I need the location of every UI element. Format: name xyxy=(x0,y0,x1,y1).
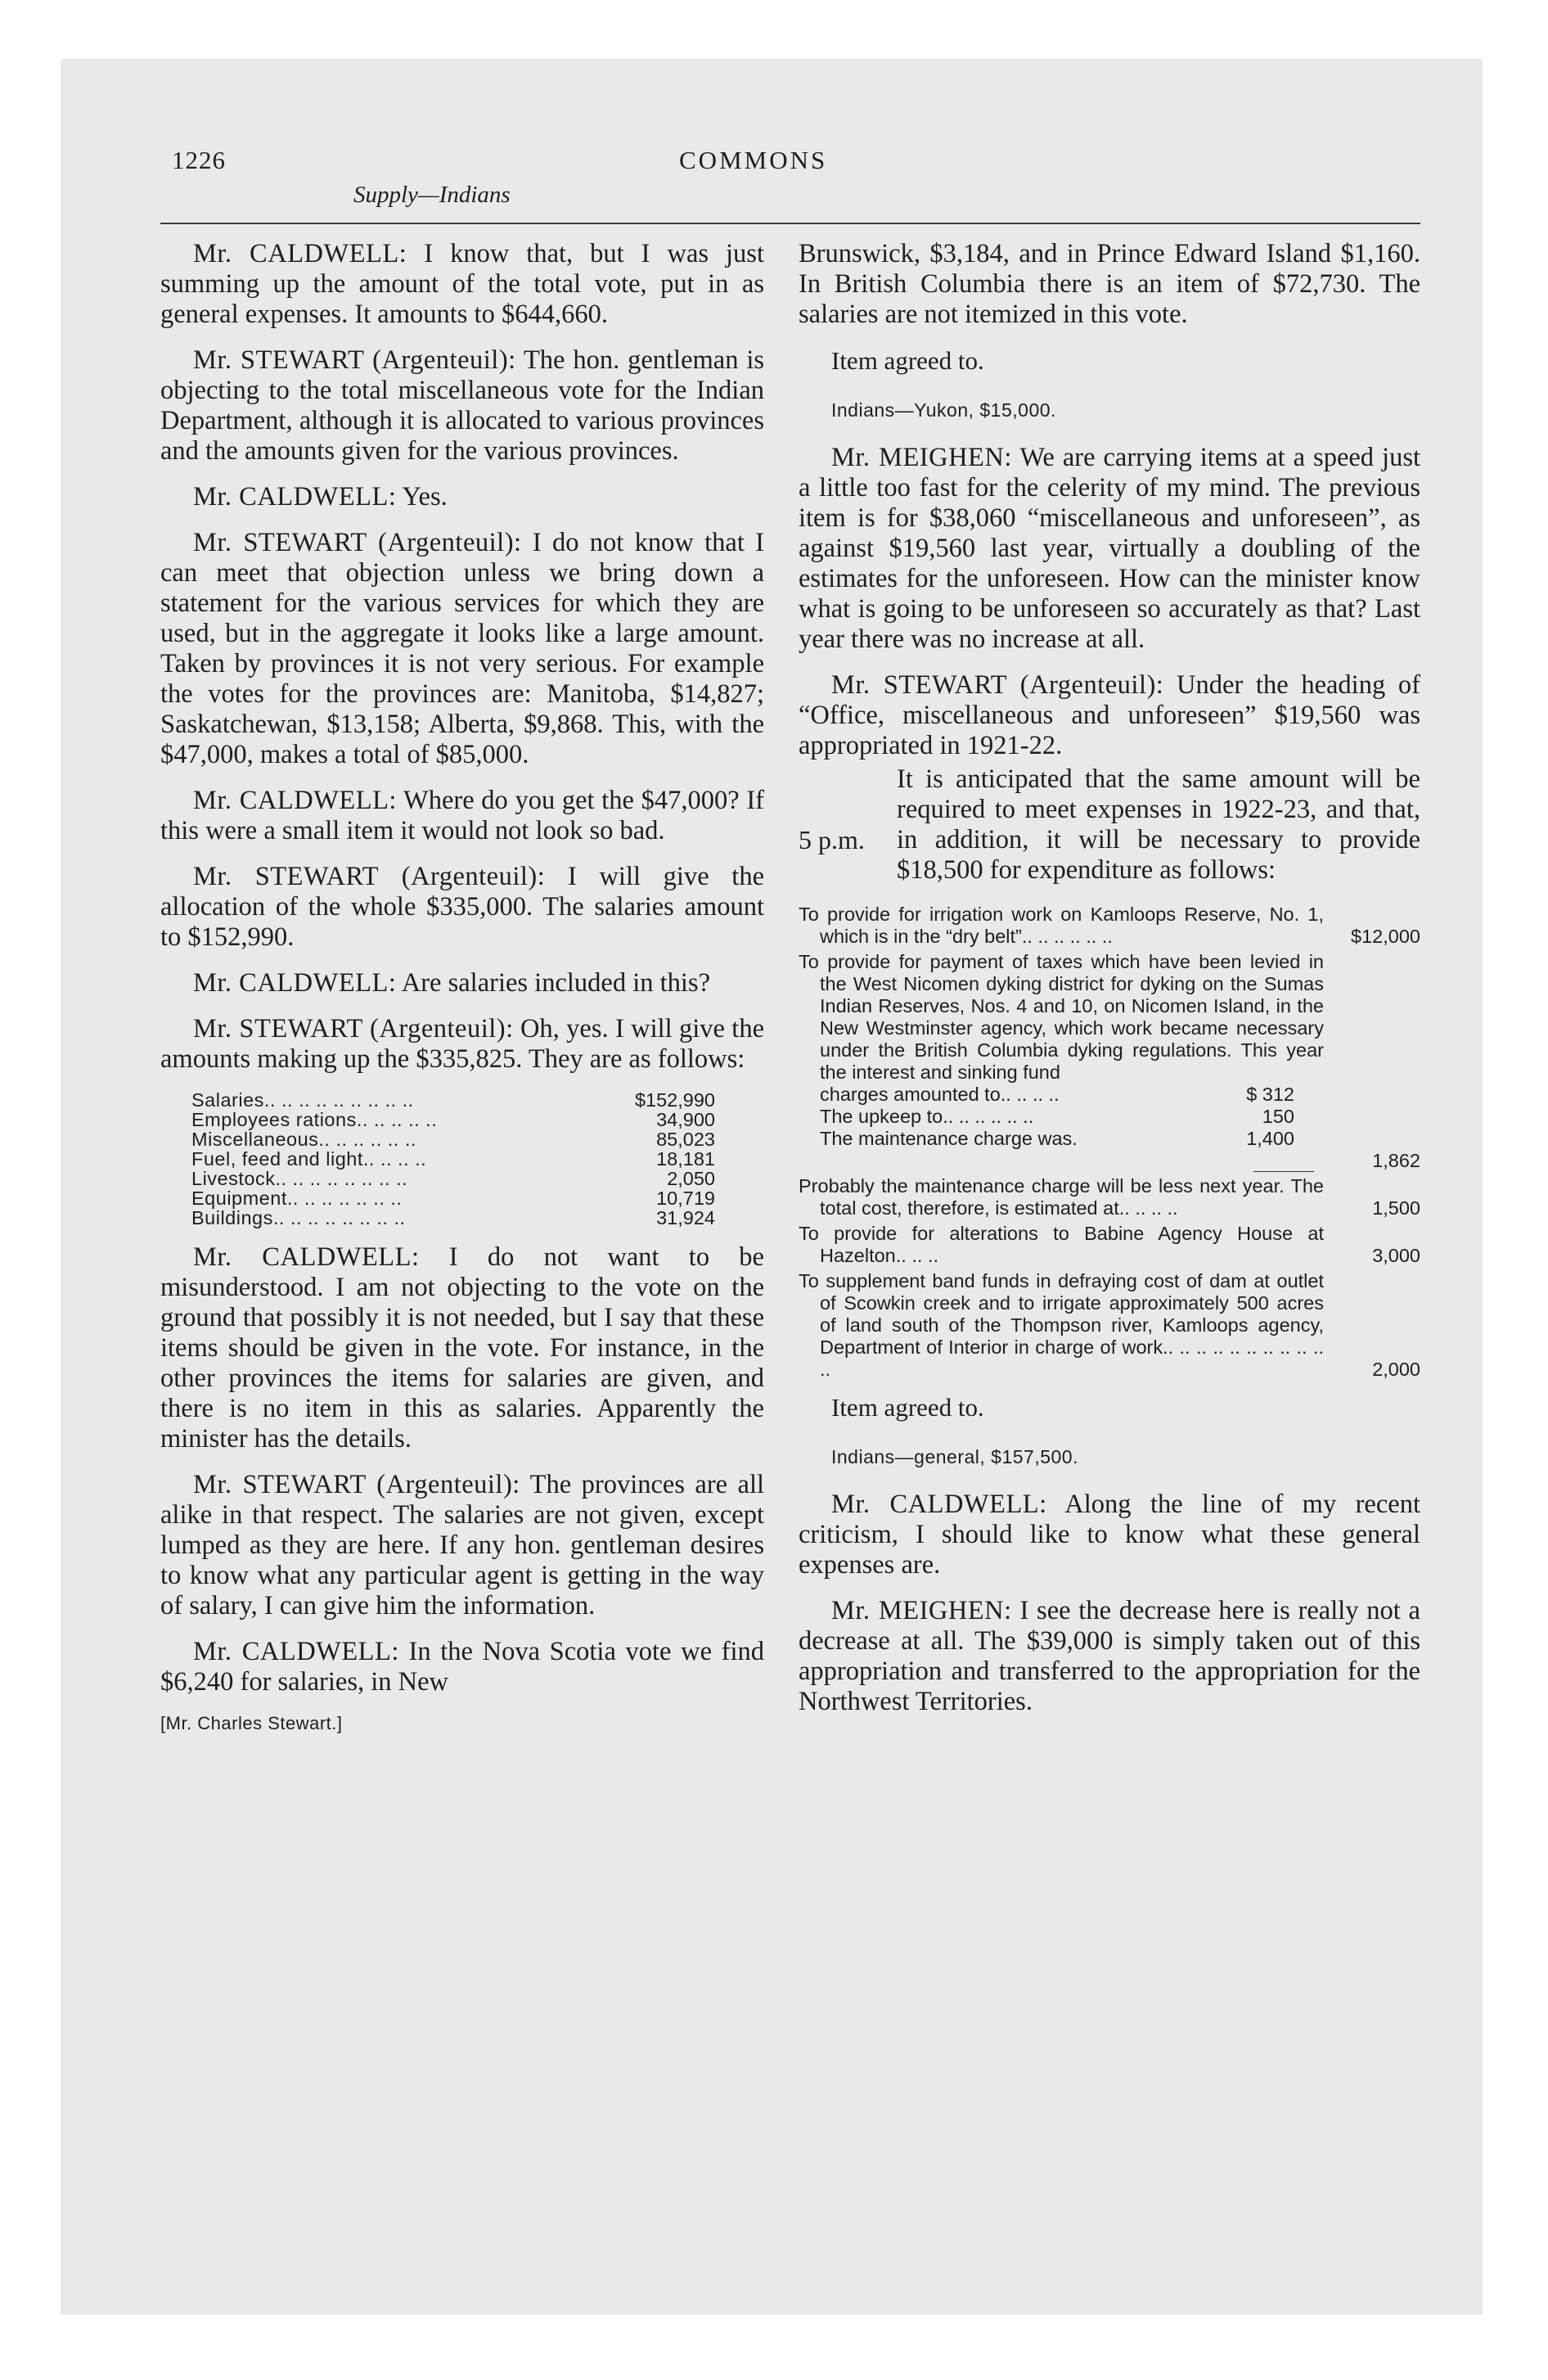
sub-charge-label: The maintenance charge was. xyxy=(820,1128,1078,1149)
sub-charge-amount: 1,400 xyxy=(1246,1128,1294,1149)
table-label: Equipment.. .. .. .. .. .. .. xyxy=(191,1188,403,1209)
speech-text: The provinces are all alike in that respect. The salaries are not given, except lumped as they are here. If any hon. gentleman desires to know what any particular agent is getting in the way of salary, I can give him the information. xyxy=(160,1470,764,1620)
speech-text: Yes. xyxy=(396,482,448,512)
speech-text: Oh, yes. I will give the amounts making up the $335,825. They are as follows: xyxy=(160,1014,764,1074)
table-label: Miscellaneous.. .. .. .. .. .. xyxy=(191,1129,416,1150)
speaker-name: Mr. CALDWELL: xyxy=(193,786,397,815)
sub-charge-label: charges amounted to.. .. .. .. xyxy=(820,1084,1060,1105)
speech-text: Under the heading of “Office, miscellaneous and unforeseen” $19,560 was appropriated in 1921-22. xyxy=(799,670,1420,760)
sub-charge-label: The upkeep to.. .. .. .. .. .. xyxy=(820,1106,1034,1127)
speaker-name: Mr. MEIGHEN: xyxy=(831,443,1012,472)
speech-text: I know that, but I was just summing up the amount of the total vote, put in as general expenses. It amounts to $644,660. xyxy=(160,239,764,329)
sub-charge-amount: 150 xyxy=(1262,1106,1294,1127)
table-amount: 10,719 xyxy=(656,1188,715,1209)
table-label: Salaries.. .. .. .. .. .. .. .. .. xyxy=(191,1089,414,1111)
speaker-name: Mr. CALDWELL: xyxy=(193,968,397,998)
speaker-name: Mr. STEWART (Argenteuil): xyxy=(193,345,516,375)
paragraph xyxy=(799,1490,1420,1580)
page-number: 1226 xyxy=(172,146,226,174)
paragraph xyxy=(799,443,1420,655)
paragraph xyxy=(160,345,764,467)
estimate-item xyxy=(799,1175,1420,1219)
speech-text: I see the decrease here is really not a decrease at all. The $39,000 is simply taken out of this appropriation and transferred to the appropriation for the Northwest Territories. xyxy=(799,1596,1420,1716)
paragraph xyxy=(160,1637,764,1697)
sub-charge xyxy=(820,1084,1294,1106)
paragraph xyxy=(160,1014,764,1075)
table-row xyxy=(191,1208,715,1228)
estimate-item xyxy=(799,904,1420,948)
paragraph xyxy=(160,1242,764,1454)
estimate-item xyxy=(799,1270,1420,1381)
paragraph: Brunswick, $3,184, and in Prince Edward Island $1,160. In British Columbia there is an item of $72,730. The salaries are not itemized in this vote. xyxy=(799,239,1420,329)
table-row xyxy=(191,1090,715,1110)
right-column xyxy=(799,239,1420,1733)
header-rule xyxy=(160,223,1420,224)
estimate-text: Probably the maintenance charge will be less next year. The total cost, therefore, is estimated at.. .. .. .. xyxy=(799,1175,1324,1219)
paragraph xyxy=(799,1596,1420,1717)
table-amount: $152,990 xyxy=(634,1089,715,1111)
section-subtitle: Supply—Indians xyxy=(353,182,511,208)
speaker-name: Mr. STEWART (Argenteuil): xyxy=(193,1470,520,1499)
paragraph xyxy=(160,968,764,998)
estimate-text: To provide for irrigation work on Kamloops Reserve, No. 1, which is in the “dry belt”.. .. .. .. .. .. xyxy=(799,904,1324,947)
paragraph xyxy=(160,1470,764,1621)
estimate-amount: 1,862 xyxy=(1372,1150,1420,1171)
estimates-list xyxy=(799,904,1420,1381)
estimate-amount: 3,000 xyxy=(1372,1245,1420,1266)
speech-text: In the Nova Scotia vote we find $6,240 for salaries, in New xyxy=(160,1637,764,1697)
subtotal-rule-wrap xyxy=(799,1171,1324,1172)
speaker-name: Mr. CALDWELL: xyxy=(193,482,397,512)
table-label: Livestock.. .. .. .. .. .. .. .. xyxy=(191,1168,408,1189)
left-column xyxy=(160,239,764,1734)
allocation-table xyxy=(191,1090,715,1228)
table-row xyxy=(191,1110,715,1129)
speech-text: I will give the allocation of the whole $335,000. The salaries amount to $152,990. xyxy=(160,862,764,952)
table-amount: 18,181 xyxy=(656,1148,715,1170)
table-amount: 31,924 xyxy=(656,1207,715,1228)
estimate-amount: $12,000 xyxy=(1351,926,1420,947)
table-row xyxy=(191,1149,715,1169)
table-row xyxy=(191,1169,715,1188)
speech-text: The hon. gentleman is objecting to the total miscellaneous vote for the Indian Department, although it is allocated to various provinces and the amounts given for the various provinces. xyxy=(160,345,764,466)
estimate-amount: 2,000 xyxy=(1372,1359,1420,1380)
table-label: Buildings.. .. .. .. .. .. .. .. xyxy=(191,1207,406,1228)
table-row xyxy=(191,1188,715,1208)
paragraph xyxy=(160,862,764,953)
paragraph xyxy=(160,239,764,330)
speech-text: Where do you get the $47,000? If this were a small item it would not look so bad. xyxy=(160,786,764,845)
speech-text: I do not know that I can meet that objection unless we bring down a statement for the various services for which they are used, but in the aggregate it looks like a large amount. Taken by provinces it is not very serious. For example the votes for the provinces are: Manitoba, $14,827; Saskatchewan, $13,158; Alberta, $9,868. This, with the $47,000, makes a total of $85,000. xyxy=(160,528,764,769)
estimate-amount: 1,500 xyxy=(1372,1197,1420,1219)
vote-heading: Indians—general, $157,500. xyxy=(831,1446,1078,1467)
estimate-item xyxy=(799,951,1420,1084)
estimate-subtotal xyxy=(799,1150,1420,1172)
table-amount: 2,050 xyxy=(667,1168,715,1189)
estimate-text: To provide for alterations to Babine Agency House at Hazelton.. .. .. xyxy=(799,1223,1324,1266)
paragraph-continued xyxy=(799,764,1420,886)
paragraph xyxy=(160,786,764,846)
speaker-name: Mr. STEWART (Argenteuil): xyxy=(193,862,546,891)
item-agreed: Item agreed to. xyxy=(831,1393,984,1422)
vote-heading: Indians—Yukon, $15,000. xyxy=(831,399,1056,421)
margin-time: 5 p.m. xyxy=(799,825,865,854)
sub-charge xyxy=(820,1106,1294,1128)
speaker-name: Mr. STEWART (Argenteuil): xyxy=(831,670,1164,700)
speech-text: It is anticipated that the same amount will be required to meet expenses in 1922-23, and that, in addition, it will be necessary to provide $18,500 for expenditure as follows: xyxy=(897,764,1420,885)
running-title: COMMONS xyxy=(679,146,828,174)
speech-text: Are salaries included in this? xyxy=(396,968,710,998)
speaker-name: Mr. CALDWELL: xyxy=(193,1242,420,1272)
speaker-name: Mr. CALDWELL: xyxy=(193,1637,399,1666)
table-label: Employees rations.. .. .. .. .. xyxy=(191,1109,438,1130)
speaker-name: Mr. STEWART (Argenteuil): xyxy=(193,1014,514,1044)
paragraph xyxy=(799,670,1420,761)
sub-charge xyxy=(820,1128,1294,1150)
speech-text: I do not want to be misunderstood. I am not objecting to the vote on the ground that possibly it is not needed, but I say that these items should be given in the vote. For instance, in the other provinces the items for salaries are given, and there is no item in this as salaries. Apparently the minister has the details. xyxy=(160,1242,764,1454)
sub-charge-amount: $ 312 xyxy=(1246,1084,1294,1105)
speaker-name: Mr. CALDWELL: xyxy=(831,1490,1047,1519)
table-amount: 34,900 xyxy=(656,1109,715,1130)
estimate-item xyxy=(799,1223,1420,1267)
speaker-name: Mr. CALDWELL: xyxy=(193,239,407,268)
speech-text: Along the line of my recent criticism, I should like to know what these general expenses are. xyxy=(799,1490,1420,1580)
paragraph xyxy=(160,528,764,770)
subtotal-rule xyxy=(1253,1171,1314,1172)
speech-text: We are carrying items at a speed just a little too fast for the celerity of my mind. The previous item is for $38,060 “miscellaneous and unforeseen”, as against $19,560 last year, virtually a doubling of the estimates for the unforeseen. How can the minister know what is going to be unforeseen so accurately as that? Last year there was no increase at all. xyxy=(799,443,1420,654)
table-row xyxy=(191,1129,715,1149)
footer-speaker-note: [Mr. Charles Stewart.] xyxy=(160,1713,343,1733)
speaker-name: Mr. MEIGHEN: xyxy=(831,1596,1012,1625)
estimate-text: To supplement band funds in defraying cost of dam at outlet of Scowkin creek and to irrigate approximately 500 acres of land south of the Thompson river, Kamloops agency, Department of Interior in charge of work.. .. .. .. .. .. .. .. .. .. .. xyxy=(799,1270,1324,1380)
paragraph xyxy=(160,482,764,512)
item-agreed: Item agreed to. xyxy=(831,346,984,375)
table-label: Fuel, feed and light.. .. .. .. xyxy=(191,1148,427,1170)
table-amount: 85,023 xyxy=(656,1129,715,1150)
estimate-text: To provide for payment of taxes which have been levied in the West Nicomen dyking district for dyking on the Sumas Indian Reserves, Nos. 4 and 10, on Nicomen Island, in the New Westminster agency, which work became necessary under the British Columbia dyking regulations. This year the interest and sinking fund xyxy=(799,951,1324,1083)
speaker-name: Mr. STEWART (Argenteuil): xyxy=(193,528,522,557)
